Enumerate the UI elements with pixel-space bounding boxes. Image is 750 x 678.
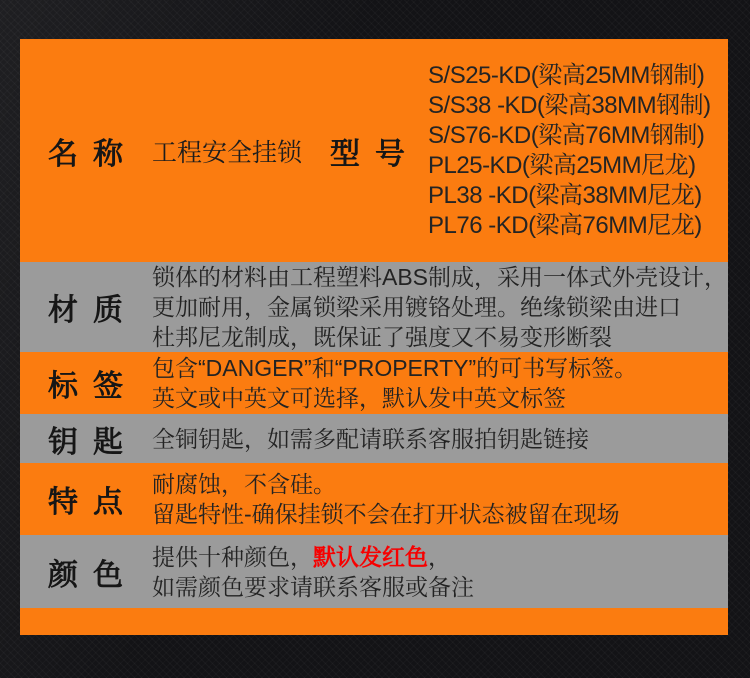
- material-line: 更加耐用，金属锁梁采用镀铬处理。绝缘锁梁由进口: [152, 294, 681, 320]
- model-item: PL76 -KD(梁高76MM尼龙): [428, 211, 702, 239]
- material-line: 锁体的材料由工程塑料ABS制成，采用一体式外壳设计，: [152, 264, 728, 290]
- color-line: [152, 542, 728, 572]
- color-line-suffix: ，: [428, 543, 451, 570]
- color-label: 颜色: [48, 558, 138, 592]
- key-line: 全铜钥匙，如需多配请联系客服拍钥匙链接: [152, 425, 589, 452]
- spec-row-material: [20, 262, 728, 352]
- feature-line: 留匙特性-确保挂锁不会在打开状态被留在现场: [152, 501, 620, 527]
- model-item: S/S76-KD(梁高76MM钢制): [428, 121, 705, 149]
- name-label: 名称: [48, 137, 138, 171]
- model-list: [428, 61, 711, 241]
- tag-line: 英文或中英文可选择，默认发中英文标签: [152, 385, 566, 411]
- material-text: [152, 262, 728, 352]
- spec-row-key: [20, 414, 728, 463]
- spec-row-name: [20, 39, 728, 262]
- feature-label: 特点: [48, 486, 138, 519]
- spec-row-color: [20, 535, 728, 608]
- product-name-value: 工程安全挂锁: [152, 138, 303, 167]
- tag-line: 包含“DANGER”和“PROPERTY”的可书写标签。: [152, 355, 638, 381]
- spec-row-feature: [20, 463, 728, 535]
- material-line: 杜邦尼龙制成，既保证了强度又不易变形断裂: [152, 324, 612, 350]
- key-text: [152, 424, 728, 454]
- key-label: 钥匙: [48, 425, 138, 459]
- spec-row-tag: [20, 352, 728, 414]
- feature-text: [152, 469, 728, 529]
- tag-text: [152, 353, 728, 413]
- color-line-prefix: 提供十种颜色，: [152, 543, 313, 570]
- color-text: [152, 542, 728, 602]
- model-label: 型号: [330, 137, 421, 171]
- material-label: 材质: [48, 294, 138, 327]
- model-item: S/S25-KD(梁高25MM钢制): [428, 61, 705, 89]
- model-item: S/S38 -KD(梁高38MM钢制): [428, 91, 711, 119]
- color-highlight: 默认发红色: [313, 543, 428, 570]
- feature-line: 耐腐蚀，不含硅。: [152, 471, 336, 497]
- model-item: PL25-KD(梁高25MM尼龙): [428, 151, 696, 179]
- model-item: PL38 -KD(梁高38MM尼龙): [428, 181, 702, 209]
- tag-label: 标签: [48, 370, 138, 403]
- spec-panel: [20, 39, 728, 635]
- color-line: 如需颜色要求请联系客服或备注: [152, 573, 474, 600]
